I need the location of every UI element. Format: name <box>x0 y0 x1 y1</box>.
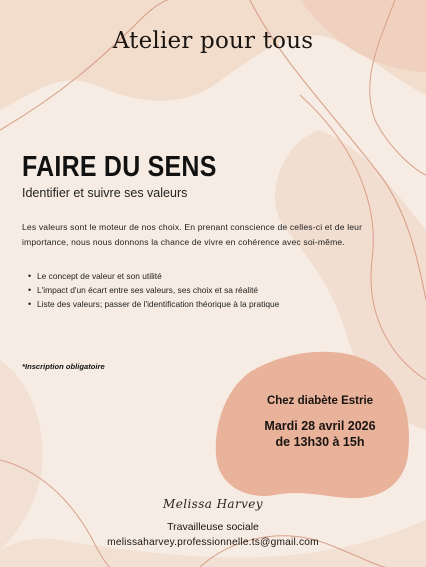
presenter-role: Travailleuse sociale <box>167 521 259 533</box>
list-item: • Liste des valeurs; passer de l'identification théorique à la pratique <box>28 297 358 311</box>
event-place: Chez diabète Estrie <box>266 395 374 407</box>
list-item: • Le concept de valeur et son utilité <box>28 269 358 283</box>
description-paragraph: Les valeurs sont le moteur de nos choix. En prenant conscience de celles-ci et de leur importance, nous nous donnons la chance de vivre en cohérence avec soi-même. <box>22 222 363 247</box>
page-subtitle: Identifier et suivre ses valeurs <box>22 186 188 200</box>
event-time: de 13h30 à 15h <box>275 435 365 449</box>
registration-note: *Inscription obligatoire <box>22 362 105 371</box>
workshop-label: Atelier pour tous <box>112 28 314 54</box>
page-title: FAIRE DU SENS <box>22 151 217 183</box>
list-item: • L'impact d'un écart entre ses valeurs, ses choix et sa réalité <box>28 283 358 297</box>
topic-list <box>28 269 358 311</box>
event-date: Mardi 28 avril 2026 <box>264 419 376 433</box>
event-info <box>232 395 408 450</box>
contact-email: melissaharvey.professionnelle.ts@gmail.com <box>107 537 319 548</box>
signature: Melissa Harvey <box>163 497 263 511</box>
